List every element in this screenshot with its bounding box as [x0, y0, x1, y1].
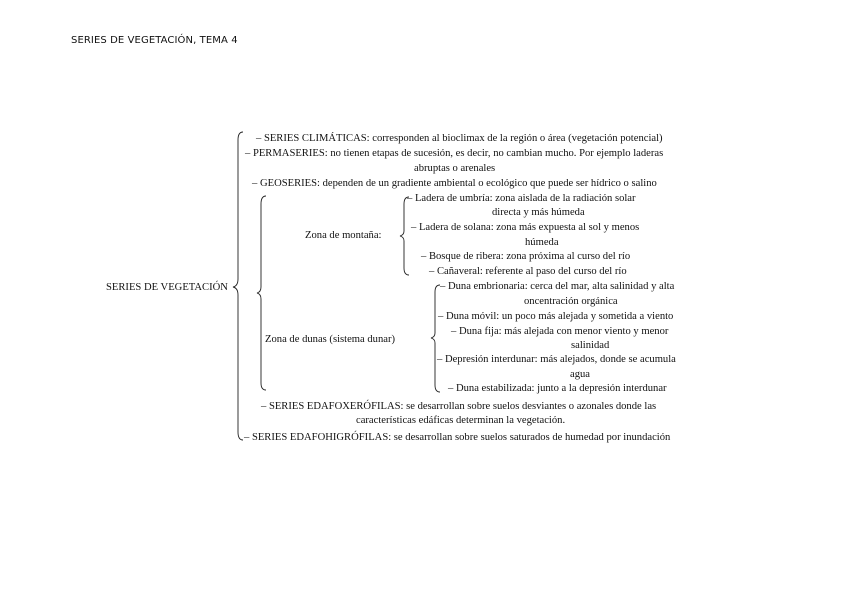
montana-dunas-brace	[257, 196, 266, 390]
permaseries-line2: abruptas o arenales	[414, 163, 496, 174]
series-climaticas: – SERIES CLIMÁTICAS: corresponden al bioclimax de la región o área (vegetación potencial)	[256, 133, 663, 144]
document-header: SERIES DE VEGETACIÓN, TEMA 4	[71, 35, 238, 46]
montana-brace	[400, 197, 409, 275]
embrionaria-line1: – Duna embrionaria: cerca del mar, alta salinidad y alta	[440, 281, 675, 292]
montana-label: Zona de montaña:	[305, 230, 382, 241]
solana-line1: – Ladera de solana: zona más expuesta al sol y menos	[411, 222, 640, 233]
edafoxerofilas-line2: características edáficas determinan la vegetación.	[356, 415, 566, 426]
permaseries-line1: – PERMASERIES: no tienen etapas de sucesión, es decir, no cambian mucho. Por ejemplo laderas	[245, 148, 664, 159]
duna-fija-line1: – Duna fija: más alejada con menor viento y menor	[451, 326, 669, 337]
edafoxerofilas-line1: – SERIES EDAFOXERÓFILAS: se desarrollan sobre suelos desviantes o azonales donde las	[261, 401, 657, 412]
interdunar-line1: – Depresión interdunar: más alejados, donde se acumula	[437, 354, 676, 365]
edafohigrofilas: – SERIES EDAFOHIGRÓFILAS: se desarrollan sobre suelos saturados de humedad por inundación	[244, 432, 671, 443]
interdunar-line2: agua	[570, 369, 590, 380]
main-brace	[233, 132, 243, 440]
umbria-line2: directa y más húmeda	[492, 207, 585, 218]
canaveral: – Cañaveral: referente al paso del curso del río	[429, 266, 627, 277]
root-label: SERIES DE VEGETACIÓN	[106, 282, 228, 293]
duna-movil: – Duna móvil: un poco más alejada y sometida a viento	[438, 311, 674, 322]
umbria-line1: – Ladera de umbría: zona aislada de la radiación solar	[407, 193, 636, 204]
dunas-brace	[431, 285, 440, 392]
duna-fija-line2: salinidad	[571, 340, 610, 351]
dunas-label: Zona de dunas (sistema dunar)	[265, 334, 396, 345]
ribera: – Bosque de ribera: zona próxima al curso del río	[421, 251, 631, 262]
embrionaria-line2: oncentración orgánica	[524, 296, 618, 307]
solana-line2: húmeda	[525, 237, 559, 248]
geoseries: – GEOSERIES: dependen de un gradiente ambiental o ecológico que puede ser hídrico o salino	[252, 178, 657, 189]
duna-estabilizada: – Duna estabilizada: junto a la depresión interdunar	[448, 383, 667, 394]
